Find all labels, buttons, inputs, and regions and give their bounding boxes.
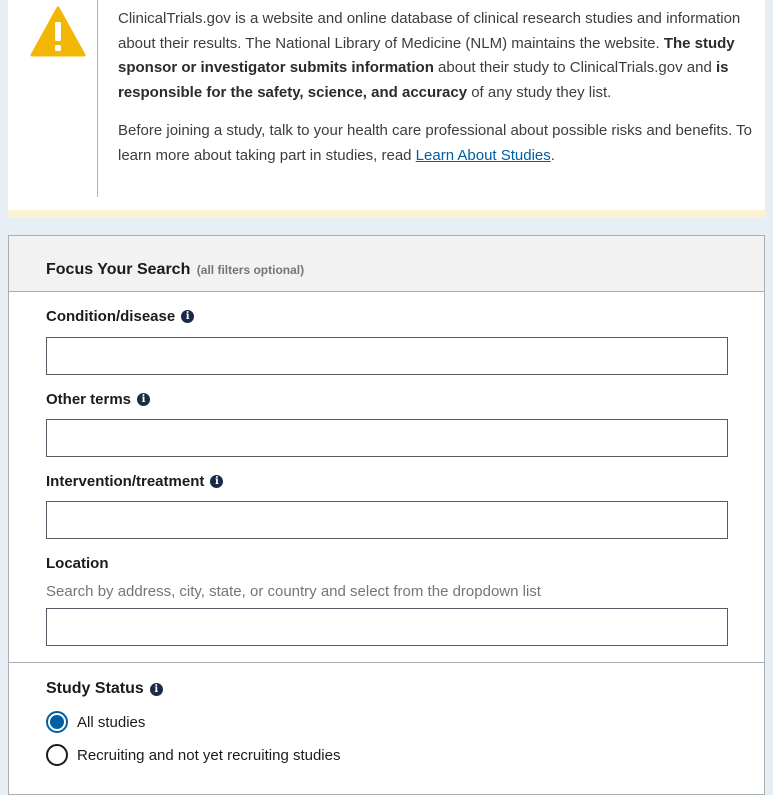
notice-divider bbox=[97, 0, 98, 197]
info-icon[interactable]: i bbox=[181, 310, 194, 323]
location-label: Location bbox=[46, 555, 109, 572]
other-terms-label: Other terms i bbox=[46, 391, 150, 408]
panel-subtitle: (all filters optional) bbox=[196, 263, 305, 277]
condition-input[interactable] bbox=[46, 337, 728, 375]
panel-title: Focus Your Search bbox=[46, 261, 191, 278]
notice-paragraph-2: Before joining a study, talk to your health care professional about possible risks and benefits. To learn more about taking part in studies, read Learn About Studies. bbox=[118, 122, 752, 164]
other-terms-input[interactable] bbox=[46, 419, 728, 457]
radio-all-studies[interactable] bbox=[46, 711, 145, 733]
panel-header bbox=[9, 236, 764, 292]
location-hint: Search by address, city, state, or country and select from the dropdown list bbox=[46, 583, 541, 600]
condition-label: Condition/disease i bbox=[46, 308, 194, 325]
location-input[interactable] bbox=[46, 608, 728, 646]
info-icon[interactable]: i bbox=[210, 475, 223, 488]
radio-button[interactable] bbox=[46, 744, 68, 766]
radio-recruiting[interactable] bbox=[46, 744, 340, 766]
radio-button-selected[interactable] bbox=[46, 711, 68, 733]
intervention-label: Intervention/treatment i bbox=[46, 473, 223, 490]
notice-bold-2: is responsible for the safety, science, and accuracy bbox=[118, 59, 729, 101]
notice-text bbox=[118, 7, 758, 168]
warning-triangle-icon bbox=[30, 6, 86, 58]
focus-search-panel bbox=[8, 235, 765, 795]
learn-about-studies-link[interactable]: Learn About Studies bbox=[415, 146, 551, 164]
section-divider bbox=[9, 662, 764, 663]
radio-label: All studies bbox=[77, 713, 146, 731]
radio-label: Recruiting and not yet recruiting studies bbox=[77, 746, 341, 764]
notice-paragraph-1: ClinicalTrials.gov is a website and online database of clinical research studies and information about their results. The National Library of Medicine (NLM) maintains the website. The study sponsor or investigator submits information about their study to ClinicalTrials.gov and is responsible for the safety, science, and accuracy of any study they list. bbox=[118, 10, 741, 101]
study-status-title: Study Status i bbox=[46, 680, 163, 698]
intervention-input[interactable] bbox=[46, 501, 728, 539]
info-icon[interactable]: i bbox=[137, 393, 150, 406]
disclaimer-notice bbox=[8, 0, 765, 218]
notice-bold-1: The study sponsor or investigator submits information bbox=[118, 34, 735, 76]
info-icon[interactable]: i bbox=[150, 683, 163, 696]
